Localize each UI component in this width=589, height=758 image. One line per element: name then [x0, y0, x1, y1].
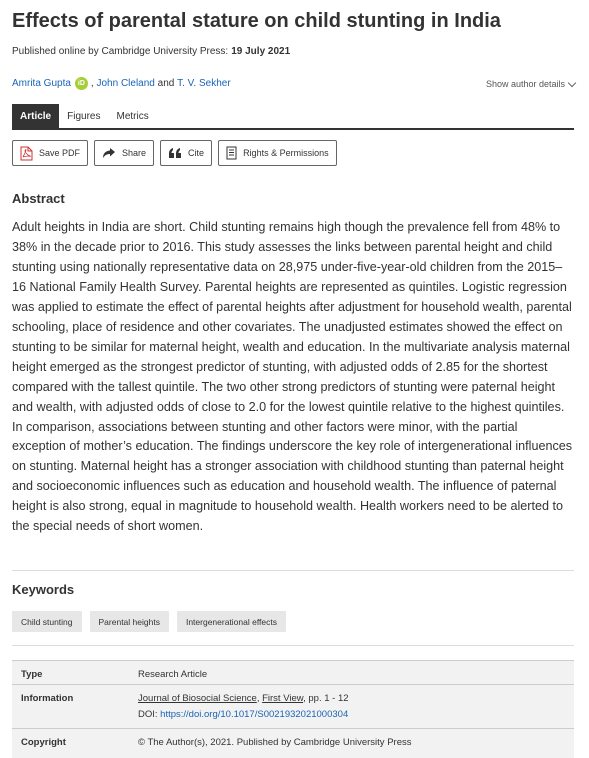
share-label: Share: [122, 148, 147, 158]
save-pdf-label: Save PDF: [39, 148, 81, 158]
info-row-information: [12, 685, 574, 729]
share-icon: [102, 147, 116, 159]
pages: , pp. 1 - 12: [303, 693, 349, 704]
author-link-tv-sekher[interactable]: T. V. Sekher: [177, 78, 231, 89]
info-row-copyright: [12, 729, 574, 758]
information-label: Information: [21, 693, 74, 704]
information-value: [129, 685, 574, 728]
article-info-table: [12, 660, 574, 758]
journal-line: [138, 693, 574, 704]
author-separator: ,: [90, 78, 94, 89]
keyword-list: [12, 611, 286, 632]
doi-label: DOI:: [138, 709, 158, 720]
keywords-heading: Keywords: [12, 582, 75, 597]
article-tabs: [12, 104, 574, 130]
show-author-details-toggle[interactable]: [486, 79, 575, 89]
chevron-down-icon: [568, 78, 576, 86]
cite-label: Cite: [188, 148, 205, 158]
show-author-details-label: Show author details: [485, 79, 565, 89]
first-view-link[interactable]: First View: [262, 693, 304, 704]
keyword-chip[interactable]: Parental heights: [90, 611, 169, 632]
quote-icon: [168, 148, 182, 159]
tab-metrics[interactable]: Metrics: [116, 110, 149, 122]
section-divider: [12, 570, 574, 571]
save-pdf-button[interactable]: [12, 140, 88, 166]
keyword-chip[interactable]: Child stunting: [12, 611, 82, 632]
share-button[interactable]: [94, 140, 154, 166]
author-list: [12, 77, 231, 90]
journal-link[interactable]: Journal of Biosocial Science: [138, 693, 257, 704]
rights-permissions-button[interactable]: [218, 140, 337, 166]
doi-line: [138, 709, 574, 720]
info-row-type: [12, 661, 574, 685]
section-divider: [12, 645, 574, 646]
copyright-label: Copyright: [21, 737, 66, 748]
doi-link[interactable]: https://doi.org/10.1017/S0021932021000304: [160, 709, 349, 720]
article-title: Effects of parental stature on child stunting in India: [12, 10, 501, 32]
tab-article[interactable]: Article: [12, 104, 59, 128]
tab-figures[interactable]: Figures: [67, 110, 101, 122]
journal-comma: ,: [256, 693, 260, 704]
type-label: Type: [21, 669, 43, 680]
type-value: Research Article: [138, 669, 208, 680]
published-date: 19 July 2021: [231, 46, 291, 57]
rights-permissions-label: Rights & Permissions: [243, 148, 329, 158]
abstract-text: Adult heights in India are short. Child stunting remains high though the prevalence fell from 48% to 38% in the decade prior to 2016. This study assesses the links between parental height and child stunting using nationally representative data on 28,975 under-five-year-old children from the 2015–16 National Family Health Survey. Parental heights are represented as quintiles. Logistic regression was applied to estimate the effect of parental heights after adjustment for household wealth, parental schooling, place of residence and other covariates. The unadjusted estimates showed the effect on stunting to be similar for maternal height, wealth and education. In the multivariate analysis maternal height emerged as the strongest predictor of stunting, with adjusted odds of 2.85 for the shortest compared with the tallest quintile. The two other strong predictors of stunting were paternal height and wealth, with adjusted odds of close to 2.0 for the lowest quintile relative to the highest quintiles. In comparison, associations between stunting and other factors were minor, with the partial exception of mother’s education. The findings underscore the key role of intergenerational influences on stunting. Maternal height has a stronger association with childhood stunting than paternal height and socioeconomic influences such as education and household wealth. The influence of paternal height is also strong, equal in magnitude to household wealth. Health workers need to be alerted to the special needs of short women.: [12, 220, 573, 534]
published-line: [12, 46, 290, 57]
article-actions: [12, 140, 337, 166]
copyright-value: © The Author(s), 2021. Published by Cambridge University Press: [138, 737, 412, 748]
keyword-chip[interactable]: Intergenerational effects: [177, 611, 286, 632]
abstract-heading: Abstract: [12, 191, 65, 206]
author-and: and: [157, 78, 175, 89]
cite-button[interactable]: [160, 140, 212, 166]
pdf-icon: [20, 146, 33, 161]
author-link-john-cleland[interactable]: John Cleland: [96, 78, 155, 89]
published-label: Published online by Cambridge University Press:: [12, 46, 229, 57]
author-link-amrita-gupta[interactable]: Amrita Gupta: [12, 78, 71, 89]
document-icon: [226, 146, 237, 160]
orcid-icon[interactable]: iD: [75, 77, 88, 90]
